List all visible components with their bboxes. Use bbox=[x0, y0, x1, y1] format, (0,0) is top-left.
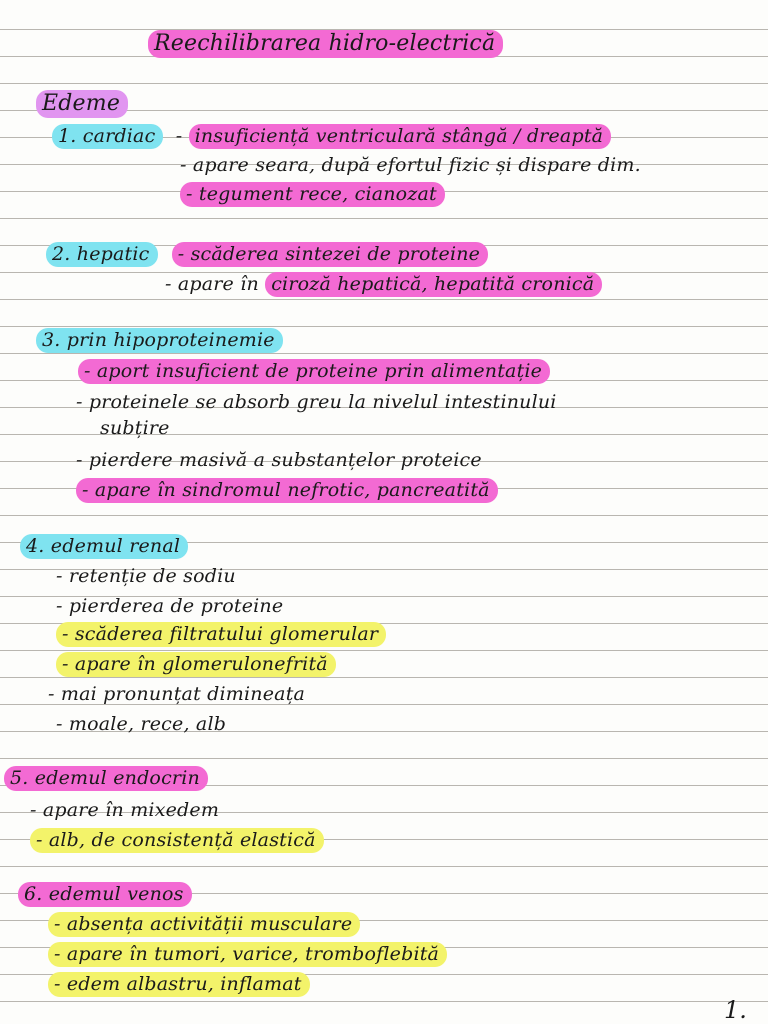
section-3-line-2: - proteinele se absorb greu la nivelul intestinului bbox=[76, 391, 557, 413]
section-3-label-row bbox=[36, 328, 283, 352]
section-6-line-3 bbox=[48, 972, 310, 996]
section-3-line-4: - pierdere masivă a substanțelor proteice bbox=[76, 449, 482, 471]
page-number: 1. bbox=[724, 996, 747, 1024]
section-6-line-1-text: - absența activității musculare bbox=[48, 912, 360, 937]
section-4-label-row bbox=[20, 534, 188, 558]
section-3-line-1-text: - aport insuficient de proteine prin alimentație bbox=[78, 359, 550, 384]
section-4-line-2: - pierderea de proteine bbox=[56, 595, 284, 617]
section-4-line-3-text: - scăderea filtratului glomerular bbox=[56, 622, 386, 647]
section-5-line-2-text: - alb, de consistență elastică bbox=[30, 828, 324, 853]
section-4-line-6: - moale, rece, alb bbox=[56, 713, 227, 735]
section-4-line-5: - mai pronunțat dimineața bbox=[48, 683, 306, 705]
section-3-line-3: subțire bbox=[100, 417, 170, 439]
section-6-line-2-text: - apare în tumori, varice, tromboflebită bbox=[48, 942, 447, 967]
section-3-line-5-text: - apare în sindromul nefrotic, pancreatită bbox=[76, 478, 498, 503]
section-1-row bbox=[52, 124, 611, 148]
section-1-line-2: - apare seara, după efortul fizic și dispare dim. bbox=[180, 154, 641, 176]
section-6-label-row bbox=[18, 882, 192, 906]
section-4-label: 4. edemul renal bbox=[20, 534, 188, 559]
section-6-line-2 bbox=[48, 942, 447, 966]
section-3-label: 3. prin hipoproteinemie bbox=[36, 328, 283, 353]
section-6-label: 6. edemul venos bbox=[18, 882, 192, 907]
dash: - bbox=[175, 125, 189, 147]
section-6-line-1 bbox=[48, 912, 360, 936]
section-5-label: 5. edemul endocrin bbox=[4, 766, 208, 791]
section-2-line-1-text: - scăderea sintezei de proteine bbox=[172, 242, 488, 267]
section-2-row bbox=[46, 242, 488, 266]
page-title-text: Reechilibrarea hidro-electrică bbox=[148, 30, 503, 58]
section-2-label: 2. hepatic bbox=[46, 242, 158, 267]
section-2-line-1 bbox=[172, 243, 488, 265]
section-2-line-2 bbox=[165, 272, 602, 296]
section-4-line-1: - retenție de sodiu bbox=[56, 565, 236, 587]
section-1-line-3 bbox=[180, 182, 445, 206]
section-1-label: 1. cardiac bbox=[52, 124, 163, 149]
section-3-line-5 bbox=[76, 478, 498, 502]
page-title bbox=[148, 32, 503, 56]
section-1-line-1 bbox=[176, 125, 612, 147]
section-4-line-4-text: - apare în glomerulonefrită bbox=[56, 652, 336, 677]
section-1-line-1-text: insuficiență ventriculară stângă / dreaptă bbox=[189, 124, 612, 149]
section-2-line-2-lead: - apare în bbox=[165, 273, 266, 295]
section-3-line-1 bbox=[78, 359, 550, 383]
section-heading bbox=[36, 92, 128, 116]
section-5-label-row bbox=[4, 766, 208, 790]
section-4-line-4 bbox=[56, 652, 336, 676]
heading-text: Edeme bbox=[36, 90, 128, 118]
section-4-line-3 bbox=[56, 622, 386, 646]
section-1-line-3-text: - tegument rece, cianozat bbox=[180, 182, 445, 207]
section-5-line-1: - apare în mixedem bbox=[30, 799, 220, 821]
section-5-line-2 bbox=[30, 828, 324, 852]
section-6-line-3-text: - edem albastru, inflamat bbox=[48, 972, 310, 997]
section-2-line-2-highlight: ciroză hepatică, hepatită cronică bbox=[265, 272, 602, 297]
